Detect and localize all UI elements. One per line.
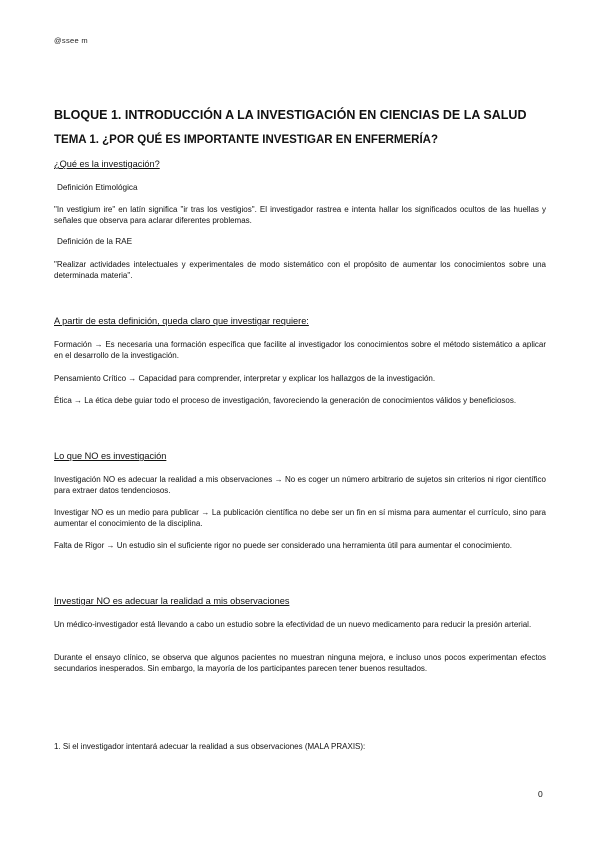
not-research-item-3: Falta de Rigor → Un estudio sin el suficiente rigor no puede ser considerado una herramienta útil para aumentar el conocimiento. bbox=[54, 541, 513, 550]
header-watermark: @ssee m bbox=[54, 36, 88, 45]
section-heading-adecuar: Investigar NO es adecuar la realidad a mis observaciones bbox=[54, 596, 290, 606]
example-paragraph-2: Durante el ensayo clínico, se observa que algunos pacientes no muestran ninguna mejora, e incluso unos pocos experimentan efectos secundarios inesperados. Sin embargo, la mayoría de los participantes parecen tener buenos resultados. bbox=[54, 653, 546, 674]
not-research-item-1: Investigación NO es adecuar la realidad a mis observaciones → No es coger un número arbitrario de sujetos sin criterios ni rigor científico para extraer datos tendenciosos. bbox=[54, 475, 546, 496]
topic-title: TEMA 1. ¿POR QUÉ ES IMPORTANTE INVESTIGAR EN ENFERMERÍA? bbox=[54, 134, 438, 146]
requirement-pensamiento-critico: Pensamiento Crítico → Capacidad para comprender, interpretar y explicar los hallazgos de la investigación. bbox=[54, 374, 436, 383]
page-number: 0 bbox=[538, 789, 543, 799]
etymological-definition-label: Definición Etimológica bbox=[57, 183, 138, 192]
section-heading-no-es: Lo que NO es investigación bbox=[54, 451, 167, 461]
section-heading-que-es: ¿Qué es la investigación? bbox=[54, 159, 160, 169]
example-question-1: 1. Si el investigador intentará adecuar la realidad a sus observaciones (MALA PRAXIS): bbox=[54, 742, 366, 751]
block-title: BLOQUE 1. INTRODUCCIÓN A LA INVESTIGACIÓN EN CIENCIAS DE LA SALUD bbox=[54, 108, 527, 122]
rae-definition-label: Definición de la RAE bbox=[57, 237, 133, 246]
example-paragraph-1: Un médico-investigador está llevando a cabo un estudio sobre la efectividad de un nuevo medicamento para reducir la presión arterial. bbox=[54, 620, 532, 629]
etymological-definition-text: "In vestigium ire" en latín significa "ir tras los vestigios". El investigador rastrea e intenta hallar los significados ocultos de las huellas y señales que observa para aclarar diferentes problemas. bbox=[54, 205, 546, 226]
requirement-formacion: Formación → Es necesaria una formación específica que facilite al investigador los conocimientos sobre el método sistemático a aplicar en el desarrollo de la investigación. bbox=[54, 340, 546, 361]
section-heading-requiere: A partir de esta definición, queda claro que investigar requiere: bbox=[54, 316, 309, 326]
requirement-etica: Ética → La ética debe guiar todo el proceso de investigación, favoreciendo la generación de conocimientos válidos y beneficiosos. bbox=[54, 396, 517, 405]
rae-definition-text: "Realizar actividades intelectuales y experimentales de modo sistemático con el propósito de aumentar los conocimientos sobre una determinada materia". bbox=[54, 260, 546, 281]
not-research-item-2: Investigar NO es un medio para publicar → La publicación científica no debe ser un fin en sí misma para aumentar el currículo, sino para aumentar el conocimiento de la disciplina. bbox=[54, 508, 546, 529]
